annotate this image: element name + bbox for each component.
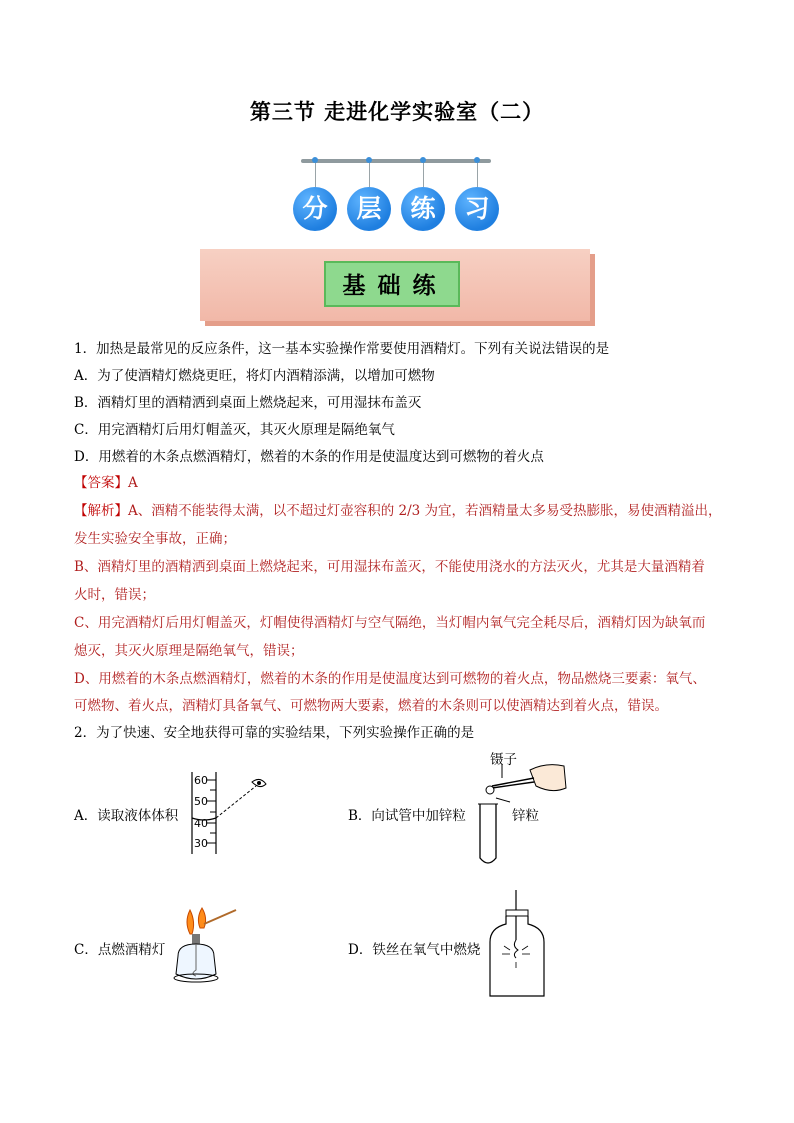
q1-option-b: B．酒精灯里的酒精洒到桌面上燃烧起来，可用湿抹布盖灭 [74, 395, 422, 411]
q1-analysis-line: C、用完酒精灯后用灯帽盖灭，灯帽使得酒精灯与空气隔绝，当灯帽内氧气完全耗尽后，酒精灯因为缺氧而 [74, 615, 706, 631]
q1-option-d: D．用燃着的木条点燃酒精灯，燃着的木条的作用是使温度达到可燃物的着火点 [74, 449, 544, 465]
badge-lian: 练 [401, 187, 445, 231]
cylinder-tick: 50 [194, 795, 208, 808]
page-title: 第三节 走进化学实验室（二） [249, 100, 545, 124]
q2-option-b: B．向试管中加锌粒 [348, 808, 466, 824]
q1-analysis-line [74, 502, 734, 520]
answer-value: A [128, 475, 138, 491]
cylinder-figure [180, 768, 290, 860]
section-banner [200, 249, 590, 321]
q1-answer [74, 474, 734, 492]
alcohol-lamp-figure [168, 904, 248, 992]
cylinder-tick: 40 [194, 817, 208, 830]
cylinder-tick: 30 [194, 837, 208, 850]
q1-stem: 1．加热是最常见的反应条件，这一基本实验操作常要使用酒精灯。下列有关说法错误的是 [74, 341, 610, 357]
oxygen-bottle-figure [484, 888, 554, 1000]
q1-option-c: C．用完酒精灯后用灯帽盖灭，其灭火原理是隔绝氧气 [74, 422, 395, 438]
test-tube-figure [470, 760, 570, 870]
answer-tag: 【答案】 [74, 475, 128, 491]
cylinder-tick: 60 [194, 774, 208, 787]
q1-analysis-line: 熄灭，其灭火原理是隔绝氧气，错误； [74, 643, 304, 659]
q2-option-a: A．读取液体体积 [74, 808, 179, 824]
tweezers-label: 镊子 [490, 752, 517, 768]
zinc-label: 锌粒 [512, 808, 539, 824]
hand-icon [530, 765, 566, 791]
q1-analysis-line: 发生实验安全事故，正确； [74, 531, 236, 547]
q1-analysis-line: D、用燃着的木条点燃酒精灯，燃着的木条的作用是使温度达到可燃物的着火点，物品燃烧三要素：氧气、 [74, 671, 706, 687]
q2-stem: 2．为了快速、安全地获得可靠的实验结果，下列实验操作正确的是 [74, 725, 475, 741]
badge-string [423, 163, 424, 187]
q1-analysis-line: 火时，错误； [74, 587, 155, 603]
badge-xi: 习 [455, 187, 499, 231]
q2-option-c: C．点燃酒精灯 [74, 942, 166, 958]
eye-icon [252, 779, 266, 786]
badge-rail [301, 159, 491, 163]
badge-fen: 分 [293, 187, 337, 231]
section-label: 基础练 [324, 261, 460, 307]
analysis-text: A、酒精不能装得太满，以不超过灯壶容积的 2/3 为宜，若酒精量太多易受热膨胀，易使酒精溢出， [128, 503, 722, 519]
q1-option-a: A．为了使酒精灯燃烧更旺，将灯内酒精添满，以增加可燃物 [74, 368, 435, 384]
badge-string [477, 163, 478, 187]
analysis-tag: 【解析】 [74, 503, 128, 519]
q1-analysis-line: B、酒精灯里的酒精洒到桌面上燃烧起来，可用湿抹布盖灭，不能使用浇水的方法灭火，尤其是大量酒精着 [74, 559, 705, 575]
q2-option-d: D．铁丝在氧气中燃烧 [348, 942, 481, 958]
badge-string [369, 163, 370, 187]
q1-analysis-line: 可燃物、着火点，酒精灯具备氧气、可燃物两大要素，燃着的木条则可以使酒精达到着火点，错误。 [74, 698, 668, 714]
badge-string [315, 163, 316, 187]
badge-ceng: 层 [347, 187, 391, 231]
